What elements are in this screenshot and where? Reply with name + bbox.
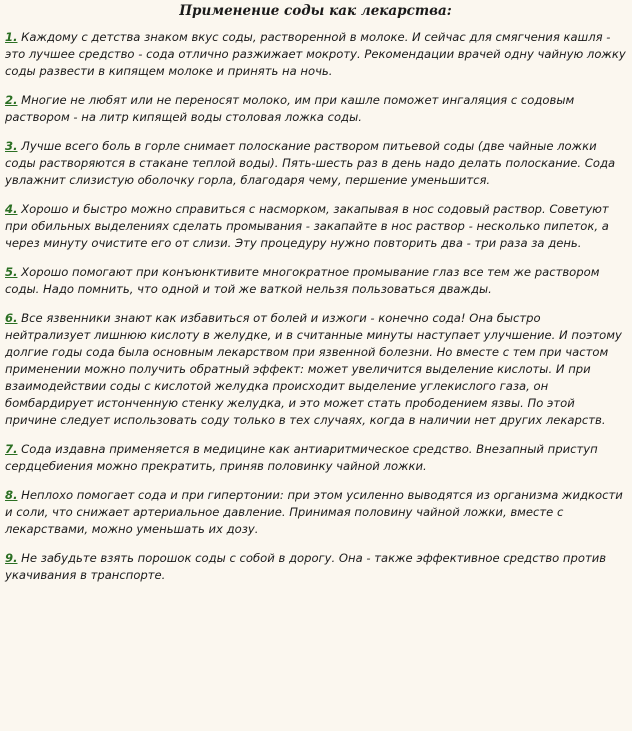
item-number: 8. (5, 488, 18, 502)
item-text: Хорошо и быстро можно справиться с насморком, закапывая в нос содовый раствор. Советуют при обильных выделениях сделать промывания - закапайте в нос раствор - несколько пипеток, а через минуту очистите его от слизи. Эту процедуру нужно повторить два - три раза за день. (5, 202, 609, 250)
item-text: Не забудьте взять порошок соды с собой в дорогу. Она - также эффективное средство против укачивания в транспорте. (5, 551, 607, 582)
item-number: 9. (5, 551, 18, 565)
list-item (5, 550, 626, 584)
list-item (5, 29, 626, 80)
item-text: Хорошо помогают при конъюнктивите многократное промывание глаз все тем же раствором соды. Надо помнить, что одной и той же ваткой нельзя пользоваться дважды. (5, 265, 600, 296)
item-text: Неплохо помогает сода и при гипертонии: при этом усиленно выводятся из организма жидкости и соли, что снижает артериальное давление. Принимая половину чайной ложки, вместе с лекарствами, можно уменьшать их дозу. (5, 488, 623, 536)
list-item (5, 487, 626, 538)
item-number: 7. (5, 442, 18, 456)
item-text: Каждому с детства знаком вкус соды, растворенной в молоке. И сейчас для смягчения кашля - это лучшее средство - сода отлично разжижает мокроту. Рекомендации врачей одну чайную ложку соды развести в кипящем молоке и принять на ночь. (5, 30, 626, 78)
list-item (5, 310, 626, 429)
item-number: 1. (5, 30, 18, 44)
list-item (5, 138, 626, 189)
list-item (5, 441, 626, 475)
list-item (5, 201, 626, 252)
item-text: Лучше всего боль в горле снимает полоскание раствором питьевой соды (две чайные ложки соды растворяются в стакане теплой воды). Пять-шесть раз в день надо делать полоскание. Сода увлажнит слизистую оболочку горла, благодаря чему, першение уменьшится. (5, 139, 616, 187)
item-number: 2. (5, 93, 18, 107)
item-text: Многие не любят или не переносят молоко, им при кашле поможет ингаляция с содовым раствором - на литр кипящей воды столовая ложка соды. (5, 93, 575, 124)
item-number: 4. (5, 202, 18, 216)
item-text: Сода издавна применяется в медицине как антиаритмическое средство. Внезапный приступ сердцебиения можно прекратить, приняв половинку чайной ложки. (5, 442, 598, 473)
list-item (5, 264, 626, 298)
item-number: 3. (5, 139, 18, 153)
item-text: Все язвенники знают как избавиться от болей и изжоги - конечно сода! Она быстро нейтрализует лишнюю кислоту в желудке, и в считанные минуты наступает улучшение. И поэтому долгие годы сода была основным лекарством при язвенной болезни. Но вместе с тем при частом применении можно получить обратный эффект: может увеличится выделение кислоты. И при взаимодействии соды с кислотой желудка происходит выделение углекислого газа, он бомбардирует истонченную стенку желудка, и это может стать прободением язвы. По этой причине следует использовать соду только в тех случаях, когда в наличии нет других лекарств. (5, 311, 622, 427)
list-item (5, 92, 626, 126)
item-number: 5. (5, 265, 18, 279)
article-title: Применение соды как лекарства: (179, 3, 452, 19)
item-number: 6. (5, 311, 18, 325)
